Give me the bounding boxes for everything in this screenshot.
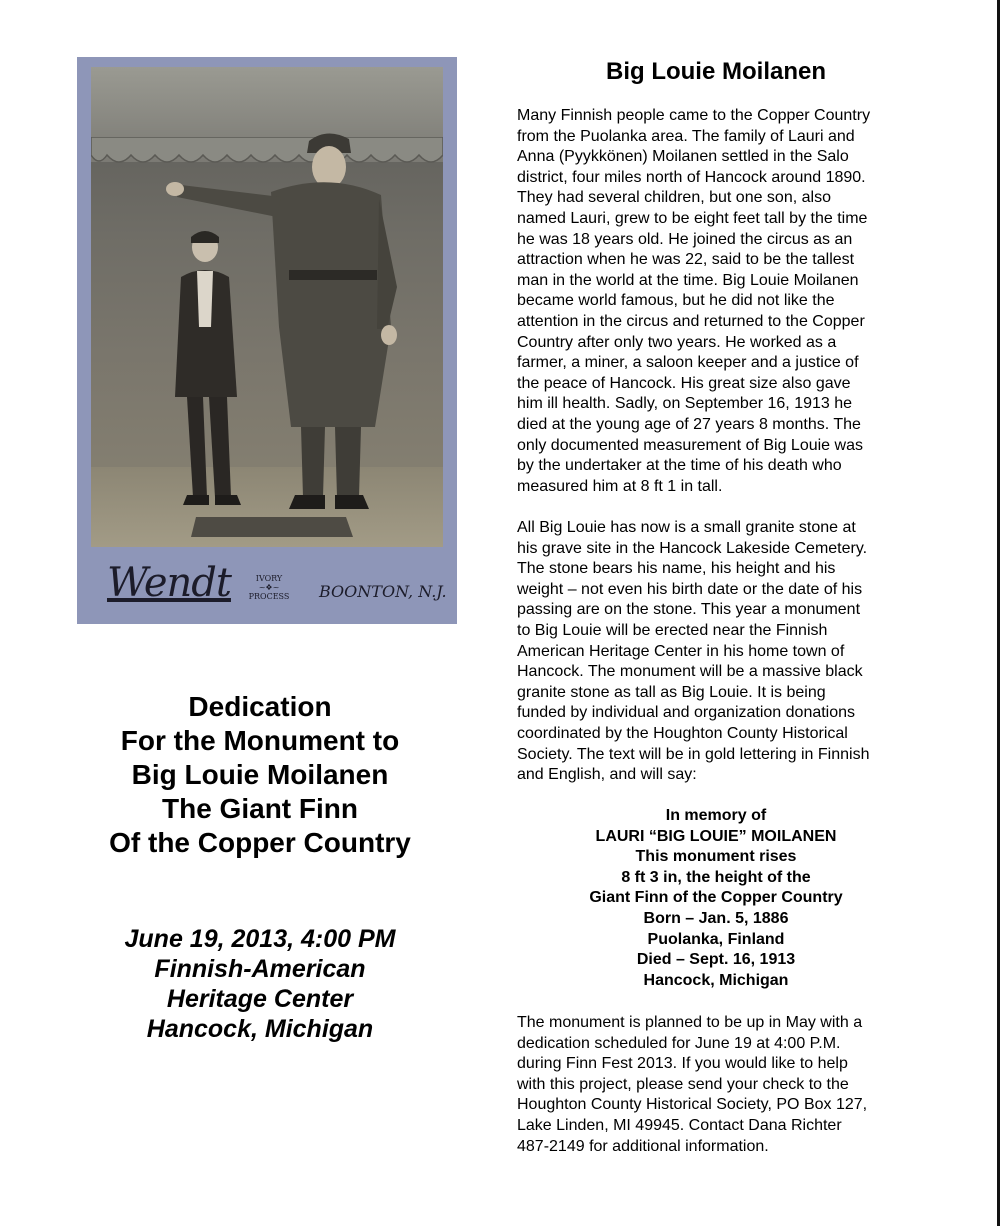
text-line: to Big Louie will be erected near the Finnish <box>517 621 828 639</box>
text-line: attraction when he was 22, said to be the tallest <box>517 251 855 269</box>
photo-studio-caption <box>77 552 457 624</box>
dedication-line: Big Louie Moilanen <box>131 759 389 790</box>
studio-mark-line: PROCESS <box>248 592 290 601</box>
text-line: 487-2149 for additional information. <box>517 1137 769 1155</box>
event-date: June 19, 2013, 4:00 PM <box>124 925 396 953</box>
dedication-line: Of the Copper Country <box>109 827 411 858</box>
text-line: man in the world at the time. Big Louie Moilanen <box>517 271 859 289</box>
article-title: Big Louie Moilanen <box>606 58 826 85</box>
studio-mark-ornament-icon: ~❖~ <box>258 583 280 592</box>
text-line: the peace of Hancock. His great size also gave <box>517 374 851 392</box>
inscription-line: Born – Jan. 5, 1886 <box>643 909 789 927</box>
dedication-line: The Giant Finn <box>162 793 358 824</box>
text-line: attention in the circus and returned to the Copper <box>517 312 865 330</box>
text-line: by the undertaker at the time of his death who <box>517 457 842 475</box>
text-line: Anna (Pyykkönen) Moilanen settled in the Salo <box>517 148 849 166</box>
studio-mark <box>240 574 298 601</box>
text-line: with this project, please send your check to the <box>517 1075 849 1093</box>
text-line: his grave site in the Hancock Lakeside Cemetery. <box>517 539 868 557</box>
event-venue-line: Finnish-American <box>154 955 366 983</box>
studio-city: BOONTON, N.J. <box>319 582 447 601</box>
text-line: All Big Louie has now is a small granite stone at <box>517 519 856 536</box>
text-line: and English, and will say: <box>517 766 697 784</box>
text-line: Many Finnish people came to the Copper Country <box>517 107 871 124</box>
dedication-heading <box>60 690 460 860</box>
text-line: dedication scheduled for June 19 at 4:00 P.M. <box>517 1034 841 1052</box>
text-line: granite stone as tall as Big Louie. It is being <box>517 683 826 701</box>
text-line: Hancock. The monument will be a massive black <box>517 663 863 681</box>
small-man-figure <box>175 231 241 505</box>
monument-inscription <box>516 806 916 991</box>
inscription-line: Giant Finn of the Copper Country <box>589 889 843 907</box>
text-line: measured him at 8 ft 1 in tall. <box>517 477 723 495</box>
text-line: district, four miles north of Hancock around 1890. <box>517 168 866 186</box>
article-paragraph-2 <box>517 518 922 786</box>
studio-mark-line: IVORY <box>255 574 283 583</box>
text-line: only documented measurement of Big Louie was <box>517 436 863 454</box>
platform <box>191 517 353 537</box>
studio-name: Wendt <box>107 560 231 606</box>
text-line: named Lauri, grew to be eight feet tall by the time <box>517 209 868 227</box>
text-line: Country after only two years. He worked as a <box>517 333 837 351</box>
inscription-line: Hancock, Michigan <box>643 971 789 989</box>
text-line: They had several children, but one son, also <box>517 189 831 207</box>
dedication-line: For the Monument to <box>120 725 400 756</box>
inscription-line: 8 ft 3 in, the height of the <box>621 868 811 886</box>
text-line: passing are on the stone. This year a monument <box>517 601 861 619</box>
text-line: coordinated by the Houghton County Historical <box>517 724 848 742</box>
event-venue-line: Heritage Center <box>166 985 354 1013</box>
inscription-line: LAURI “BIG LOUIE” MOILANEN <box>595 827 837 845</box>
text-line: American Heritage Center in his home town of <box>517 642 845 660</box>
photo-figures <box>91 67 443 547</box>
text-line: weight – not even his birth date or the date of his <box>517 580 863 598</box>
article-paragraph-3 <box>517 1013 922 1157</box>
article-paragraph-1 <box>517 106 922 497</box>
text-line: Houghton County Historical Society, PO Box 127, <box>517 1096 868 1114</box>
photo-image <box>91 67 443 547</box>
text-line: Society. The text will be in gold lettering in Finnish <box>517 745 870 763</box>
text-line: The stone bears his name, his height and his <box>517 560 836 578</box>
inscription-line: Puolanka, Finland <box>647 930 785 948</box>
text-line: became world famous, but he did not like the <box>517 292 835 310</box>
inscription-line: Died – Sept. 16, 1913 <box>636 951 796 969</box>
inscription-line: In memory of <box>665 807 767 824</box>
historic-photo <box>77 57 457 624</box>
text-line: died at the young age of 27 years 8 months. The <box>517 415 861 433</box>
event-location: Hancock, Michigan <box>146 1015 374 1043</box>
text-line: The monument is planned to be up in May with a <box>517 1014 863 1031</box>
text-line: from the Puolanka area. The family of Lauri and <box>517 127 855 145</box>
text-line: Lake Linden, MI 49945. Contact Dana Richter <box>517 1116 842 1134</box>
text-line: he was 18 years old. He joined the circus as an <box>517 230 853 248</box>
text-line: during Finn Fest 2013. If you would like to help <box>517 1055 848 1073</box>
text-line: farmer, a miner, a saloon keeper and a justice of <box>517 354 859 372</box>
text-line: him ill health. Sadly, on September 16, 1913 he <box>517 395 853 413</box>
event-details <box>60 924 460 1044</box>
dedication-line: Dedication <box>188 691 332 722</box>
text-line: funded by individual and organization donations <box>517 704 856 722</box>
inscription-line: This monument rises <box>635 848 797 866</box>
